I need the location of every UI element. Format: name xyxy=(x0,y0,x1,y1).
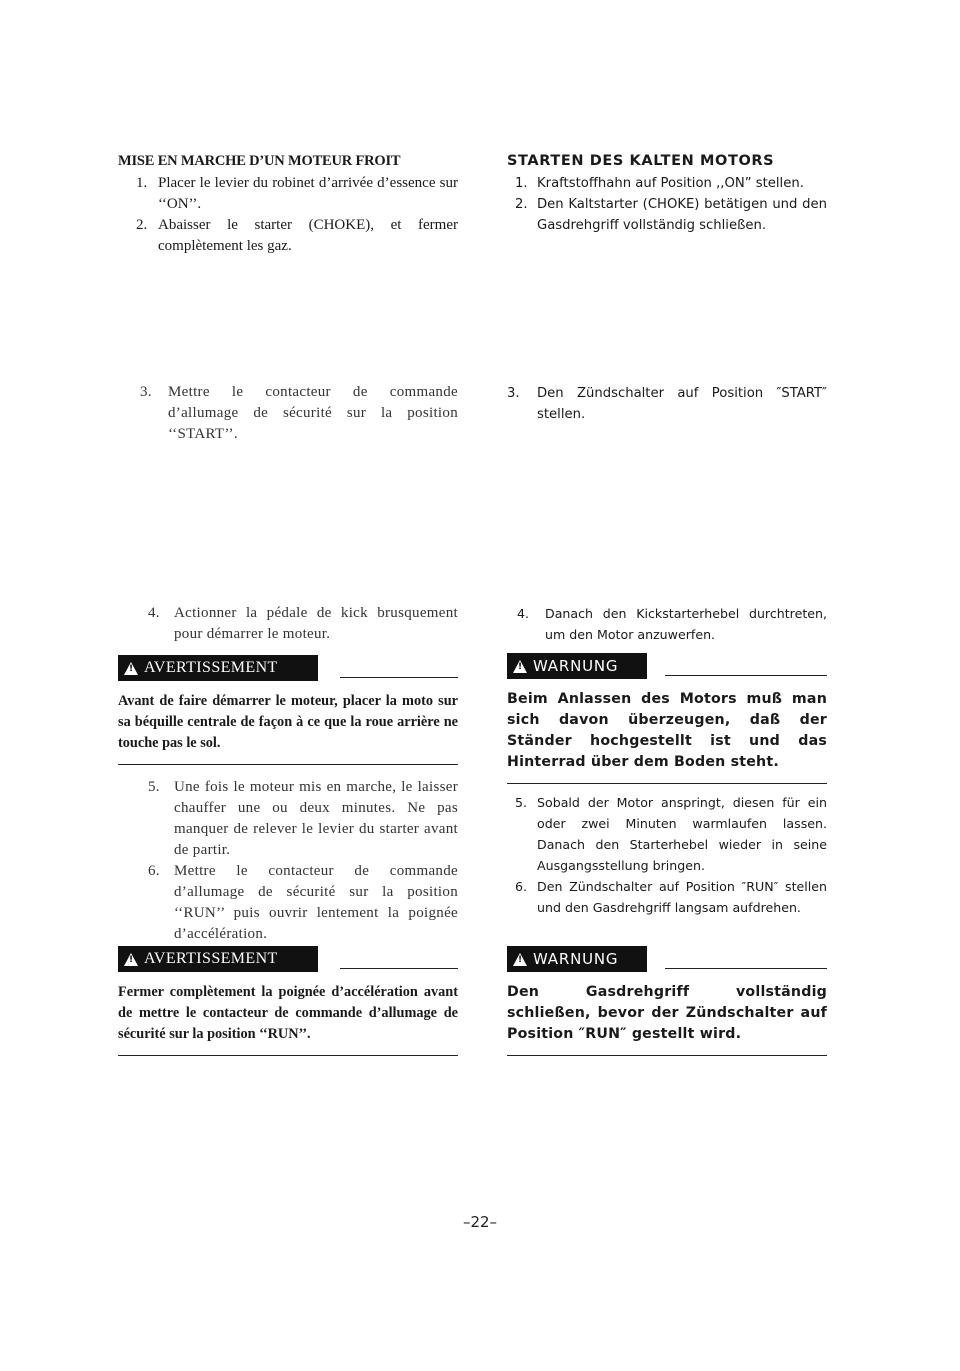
de-step-1 xyxy=(507,173,827,194)
fr-step-5-number: 5. xyxy=(148,779,160,795)
fr-step-1 xyxy=(118,173,458,215)
fr-step-3-number: 3. xyxy=(140,384,152,400)
de-warning-2-badge xyxy=(507,946,647,972)
de-step-4-block xyxy=(507,603,827,918)
warning-triangle-icon xyxy=(513,953,527,966)
warning-triangle-icon xyxy=(124,662,138,675)
fr-warning-2-block xyxy=(118,946,458,1056)
fr-steps-5-6 xyxy=(118,777,458,945)
fr-step-5 xyxy=(118,777,458,861)
de-step-6 xyxy=(507,876,827,918)
fr-warning-2-text: Fermer complètement la poignée d’accélération avant de mettre le contacteur de commande d’allumage de sécurité sur la position ‘‘RUN’’. xyxy=(118,984,458,1042)
fr-warning-1-line xyxy=(340,677,458,678)
de-warning-1-header xyxy=(507,653,827,679)
fr-warning-2-rule xyxy=(118,1055,458,1056)
de-warning-2-line xyxy=(665,968,827,969)
de-step-2 xyxy=(507,194,827,236)
de-warning-2-text: Den Gasdrehgriff vollständig schließen, bevor der Zündschalter auf Position ″RUN″ gestellt wird. xyxy=(507,984,827,1042)
de-step-5 xyxy=(507,792,827,876)
de-warning-2-label: WARNUNG xyxy=(533,950,619,968)
fr-step-6-number: 6. xyxy=(148,863,160,879)
fr-step-1-text: Placer le levier du robinet d’arrivée d’essence sur ‘‘ON’’. xyxy=(158,175,458,212)
fr-step-3-text: Mettre le contacteur de commande d’allumage de sécurité sur la position ‘‘START’’. xyxy=(168,384,458,442)
fr-step-5-text: Une fois le moteur mis en marche, le laisser chauffer une ou deux minutes. Ne pas manquer de relever le levier du starter avant de partir. xyxy=(174,779,458,858)
fr-step-3-block xyxy=(118,382,458,445)
de-step-3 xyxy=(507,383,827,425)
warning-triangle-icon xyxy=(513,660,527,673)
fr-warning-1-label: AVERTISSEMENT xyxy=(144,659,278,676)
fr-warning-1-badge xyxy=(118,655,318,681)
de-step-4-text: Danach den Kickstarterhebel durchtreten, um den Motor anzuwerfen. xyxy=(545,606,827,642)
de-step-2-number: 2. xyxy=(515,197,528,212)
fr-step-4-number: 4. xyxy=(148,605,160,621)
de-warning-1-label: WARNUNG xyxy=(533,657,619,675)
de-warning-1-line xyxy=(665,675,827,676)
page-number: –22– xyxy=(462,1213,498,1231)
de-steps-5-6 xyxy=(507,792,827,918)
de-step-5-number: 5. xyxy=(515,795,528,810)
de-warning-2-block xyxy=(507,946,827,1056)
de-step-6-text: Den Zündschalter auf Position ″RUN″ stellen und den Gasdrehgriff langsam aufdrehen. xyxy=(537,879,827,915)
fr-warning-2-label: AVERTISSEMENT xyxy=(144,950,278,967)
de-step-1-number: 1. xyxy=(515,176,528,191)
fr-step-2 xyxy=(118,215,458,257)
de-step-3-text: Den Zündschalter auf Position ″START″ stellen. xyxy=(537,386,827,422)
de-warning-2-header xyxy=(507,946,827,972)
de-step-4-number: 4. xyxy=(517,606,530,621)
de-section-heading: STARTEN DES KALTEN MOTORS xyxy=(507,153,775,169)
fr-step-4 xyxy=(118,603,458,645)
fr-step-6 xyxy=(118,861,458,945)
fr-step-1-number: 1. xyxy=(136,175,148,191)
fr-cold-start-section xyxy=(118,152,458,257)
de-step-4 xyxy=(507,603,827,645)
de-warning-1-rule xyxy=(507,783,827,784)
fr-warning-2-badge xyxy=(118,946,318,972)
fr-warning-2-header xyxy=(118,946,458,972)
de-step-1-text: Kraftstoffhahn auf Position ,,ON” stellen. xyxy=(537,176,804,191)
de-warning-1-badge xyxy=(507,653,647,679)
fr-warning-2-line xyxy=(340,968,458,969)
de-step-5-text: Sobald der Motor anspringt, diesen für ein oder zwei Minuten warmlaufen lassen. Danach den Starterhebel wieder in seine Ausgangsstellung bringen. xyxy=(537,795,827,873)
de-cold-start-section xyxy=(507,152,827,236)
fr-section-heading: MISE EN MARCHE D’UN MOTEUR FROIT xyxy=(118,153,401,169)
fr-step-4-text: Actionner la pédale de kick brusquement pour démarrer le moteur. xyxy=(174,605,458,642)
de-step-3-block xyxy=(507,383,827,425)
de-step-3-number: 3. xyxy=(507,386,520,401)
fr-step-2-text: Abaisser le starter (CHOKE), et fermer complètement les gaz. xyxy=(158,217,458,254)
de-step-2-text: Den Kaltstarter (CHOKE) betätigen und den Gasdrehgriff vollständig schließen. xyxy=(537,197,827,233)
fr-warning-1-text: Avant de faire démarrer le moteur, placer la moto sur sa béquille centrale de façon à ce que la roue arrière ne touche pas le sol. xyxy=(118,693,458,751)
de-step-6-number: 6. xyxy=(515,879,528,894)
fr-step-4-block xyxy=(118,603,458,945)
fr-step-2-number: 2. xyxy=(136,217,148,233)
fr-step-3 xyxy=(118,382,458,445)
warning-triangle-icon xyxy=(124,953,138,966)
de-warning-1-text: Beim Anlassen des Motors muß man sich davon überzeugen, daß der Ständer hochgestellt ist und das Hinterrad über dem Boden steht. xyxy=(507,691,827,770)
fr-warning-1-rule xyxy=(118,764,458,765)
de-warning-2-rule xyxy=(507,1055,827,1056)
fr-warning-1-header xyxy=(118,655,458,681)
fr-step-6-text: Mettre le contacteur de commande d’allumage de sécurité sur la position ‘‘RUN’’ puis ouvrir lentement la poignée d’accélération. xyxy=(174,863,458,942)
